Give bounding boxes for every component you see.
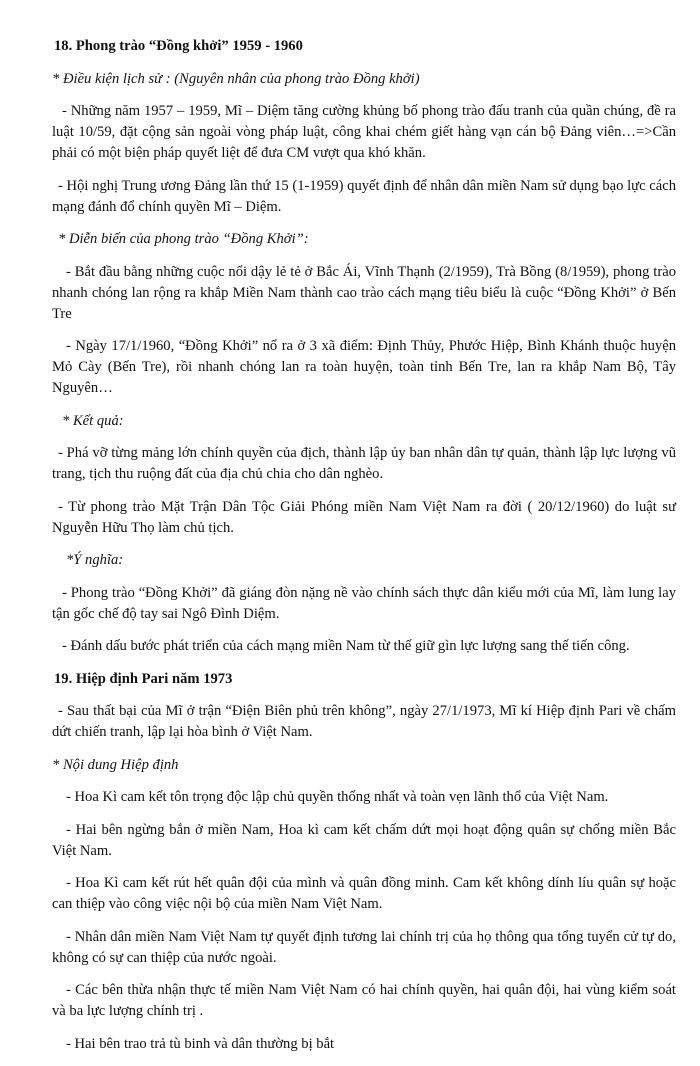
document-page [52, 36, 676, 1066]
meaning-paragraph-2: - Đánh dấu bước phát triển của cách mạng miền Nam từ thế giữ gìn lực lượng sang thế tiến công. [62, 638, 630, 654]
result-paragraph-2: - Từ phong trào Mặt Trận Dân Tộc Giải Phóng miền Nam Việt Nam ra đời ( 20/12/1960) do luật sư Nguyễn Hữu Thọ làm chủ tịch. [52, 498, 676, 536]
development-heading: * Diễn biến của phong trào “Đồng Khởi”: [58, 231, 309, 247]
paris-intro: - Sau thất bại của Mĩ ở trận “Điện Biên phủ trên không”, ngày 27/1/1973, Mĩ kí Hiệp định Pari về chấm dứt chiến tranh, lập lại hòa bình ở Việt Nam. [52, 703, 676, 740]
agreement-item: - Hoa Kì cam kết tôn trọng độc lập chủ quyền thống nhất và toàn vẹn lãnh thổ của Việt Nam. [66, 789, 609, 805]
conditions-heading: * Điều kiện lịch sử : (Nguyên nhân của phong trào Đồng khởi) [52, 70, 420, 87]
agreement-content-heading: * Nội dung Hiệp định [52, 756, 179, 773]
agreement-item: - Nhân dân miền Nam Việt Nam tự quyết định tương lai chính trị của họ thông qua tổng tuyển cử tự do, không có sự can thiệp của nước ngoài. [52, 928, 676, 966]
meaning-paragraph-1: - Phong trào “Đồng Khởi” đã giáng đòn nặng nề vào chính sách thực dân kiểu mới của Mĩ, làm lung lay tận gốc chế độ tay sai Ngô Đình Diệm. [52, 584, 676, 622]
result-heading: * Kết quả: [62, 412, 124, 429]
conditions-paragraph-1: - Những năm 1957 – 1959, Mĩ – Diệm tăng cường khủng bố phong trào đấu tranh của quần chúng, đề ra luật 10/59, đặt cộng sản ngoài vòng pháp luật, công khai chém giết hàng vạn cán bộ Đảng viên…=>Cần phải có một biện pháp quyết liệt để đưa CM vượt qua khó khăn. [52, 103, 676, 161]
development-paragraph-2: - Ngày 17/1/1960, “Đồng Khởi” nổ ra ở 3 xã điểm: Định Thủy, Phước Hiệp, Bình Khánh thuộc huyện Mỏ Cày (Bến Tre), rồi nhanh chóng lan ra toàn huyện, toàn tỉnh Bến Tre, lan ra khắp Nam Bộ, Tây Nguyên… [52, 338, 676, 396]
agreement-item: - Hai bên ngừng bắn ở miền Nam, Hoa kì cam kết chấm dứt mọi hoạt động quân sự chống miền Bắc Việt Nam. [52, 821, 676, 859]
conditions-paragraph-2: - Hội nghị Trung ương Đảng lần thứ 15 (1-1959) quyết định để nhân dân miền Nam sử dụng bạo lực cách mạng đánh đổ chính quyền Mĩ – Diệm. [52, 177, 676, 215]
development-paragraph-1: - Bắt đầu bằng những cuộc nổi dậy lẻ tẻ ở Bắc Ái, Vĩnh Thạnh (2/1959), Trà Bồng (8/1959), phong trào nhanh chóng lan rộng ra khắp Miền Nam thành cao trào cách mạng tiêu biểu là cuộc “Đồng Khởi” ở Bến Tre [52, 263, 676, 322]
section-19-title: 19. Hiệp định Pari năm 1973 [54, 670, 233, 687]
agreement-item: - Hai bên trao trả tù binh và dân thường bị bắt [66, 1035, 335, 1052]
agreement-item: - Các bên thừa nhận thực tế miền Nam Việt Nam có hai chính quyền, hai quân đội, hai vùng kiểm soát và ba lực lượng chính trị . [52, 982, 676, 1019]
section-18-title: 18. Phong trào “Đồng khởi” 1959 - 1960 [54, 38, 303, 54]
agreement-item: - Hoa Kì cam kết rút hết quân đội của mình và quân đồng minh. Cam kết không dính líu quân sự hoặc can thiệp vào công việc nội bộ của miền Nam Việt Nam. [52, 875, 676, 912]
result-paragraph-1: - Phá vỡ từng mảng lớn chính quyền của địch, thành lập ủy ban nhân dân tự quản, thành lập lực lượng vũ trang, tịch thu ruộng đất của địa chủ chia cho dân nghèo. [52, 445, 676, 482]
meaning-heading: *Ý nghĩa: [66, 552, 124, 568]
